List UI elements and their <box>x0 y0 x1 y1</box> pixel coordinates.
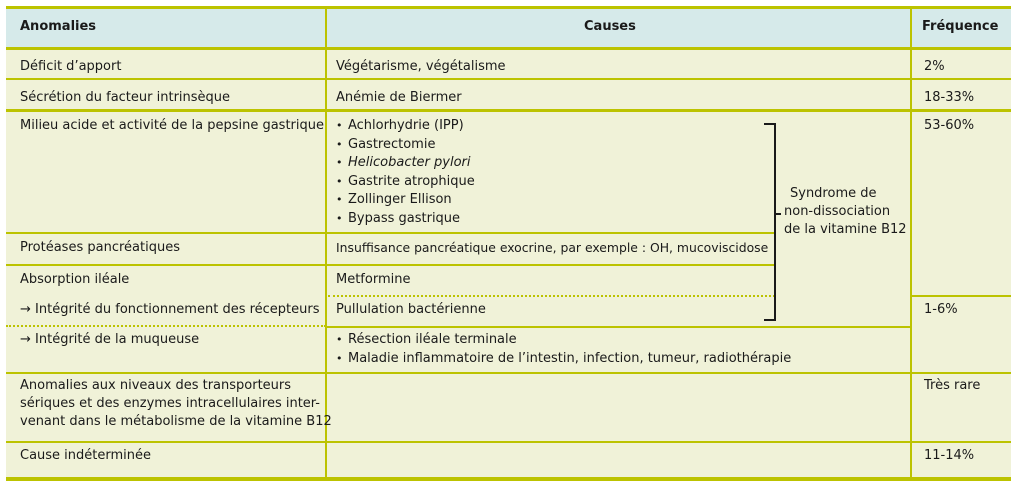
bottom-border <box>6 477 1011 481</box>
row-divider <box>6 109 1011 112</box>
frequence-cell: 2% <box>924 59 945 74</box>
frequence-cell: 18-33% <box>924 90 975 105</box>
cause-item: • Gastrectomie <box>336 136 475 155</box>
anomalie-cell: Sécrétion du facteur intrinsèque <box>20 90 231 105</box>
anomalie-cell: → Intégrité de la muqueuse <box>20 332 200 347</box>
column-divider <box>910 9 912 477</box>
bracket-middle-tick <box>776 213 781 215</box>
cause-item: • Zollinger Ellison <box>336 191 475 210</box>
anomalie-cell: Anomalies aux niveaux des transporteurs <box>20 378 292 393</box>
dotted-divider <box>6 325 326 327</box>
row-divider <box>6 264 775 266</box>
anomalie-cell: Cause indéterminée <box>20 448 152 463</box>
cause-cell: Anémie de Biermer <box>336 90 462 105</box>
header-anomalies: Anomalies <box>20 19 97 34</box>
frequence-cell: 53-60% <box>924 118 975 133</box>
frequence-cell: 11-14% <box>924 448 975 463</box>
cause-item: • Achlorhydrie (IPP) <box>336 117 475 136</box>
anomalie-cell: Milieu acide et activité de la pepsine gastrique <box>20 118 324 133</box>
row-divider <box>6 372 1011 374</box>
frequence-cell: 1-6% <box>924 302 958 317</box>
row-divider <box>6 78 1011 80</box>
row-divider <box>6 441 1011 443</box>
causes-table <box>6 6 1011 481</box>
anomalie-cell: sériques et des enzymes intracellulaires inter- <box>20 396 320 411</box>
header-border <box>6 47 1011 50</box>
column-divider <box>325 9 327 477</box>
cause-list <box>336 117 475 228</box>
top-border <box>6 6 1011 9</box>
cause-item: • Bypass gastrique <box>336 210 475 229</box>
bracket-label: Syndrome de <box>790 186 877 201</box>
cause-cell: Pullulation bactérienne <box>336 302 486 317</box>
cause-cell: Metformine <box>336 272 411 287</box>
cause-cell: Végétarisme, végétalisme <box>336 59 506 74</box>
bracket-bottom-tick <box>764 319 776 321</box>
bracket-vertical <box>774 123 776 321</box>
frequence-cell: Très rare <box>924 378 981 393</box>
anomalie-cell: Déficit d’apport <box>20 59 122 74</box>
row-divider <box>911 295 1011 297</box>
row-divider <box>6 232 775 234</box>
cause-item: • Helicobacter pylori <box>336 154 475 173</box>
anomalie-cell: Absorption iléale <box>20 272 130 287</box>
cause-item: • Résection iléale terminale <box>336 331 791 350</box>
row-divider <box>326 326 911 328</box>
cause-cell: Insuffisance pancréatique exocrine, par exemple : OH, mucoviscidose <box>336 240 769 255</box>
dotted-divider <box>328 295 775 297</box>
header-causes: Causes <box>584 19 636 34</box>
anomalie-cell: venant dans le métabolisme de la vitamine B12 <box>20 414 332 429</box>
anomalie-cell: → Intégrité du fonctionnement des récepteurs <box>20 302 320 317</box>
table-header <box>6 9 1011 47</box>
bracket-label: non-dissociation <box>784 204 891 219</box>
anomalie-cell: Protéases pancréatiques <box>20 240 180 255</box>
cause-list <box>336 331 791 368</box>
bracket-label: de la vitamine B12 <box>784 222 907 237</box>
cause-item: • Maladie inflammatoire de l’intestin, infection, tumeur, radiothérapie <box>336 350 791 369</box>
cause-item: • Gastrite atrophique <box>336 173 475 192</box>
header-frequence: Fréquence <box>922 19 999 34</box>
